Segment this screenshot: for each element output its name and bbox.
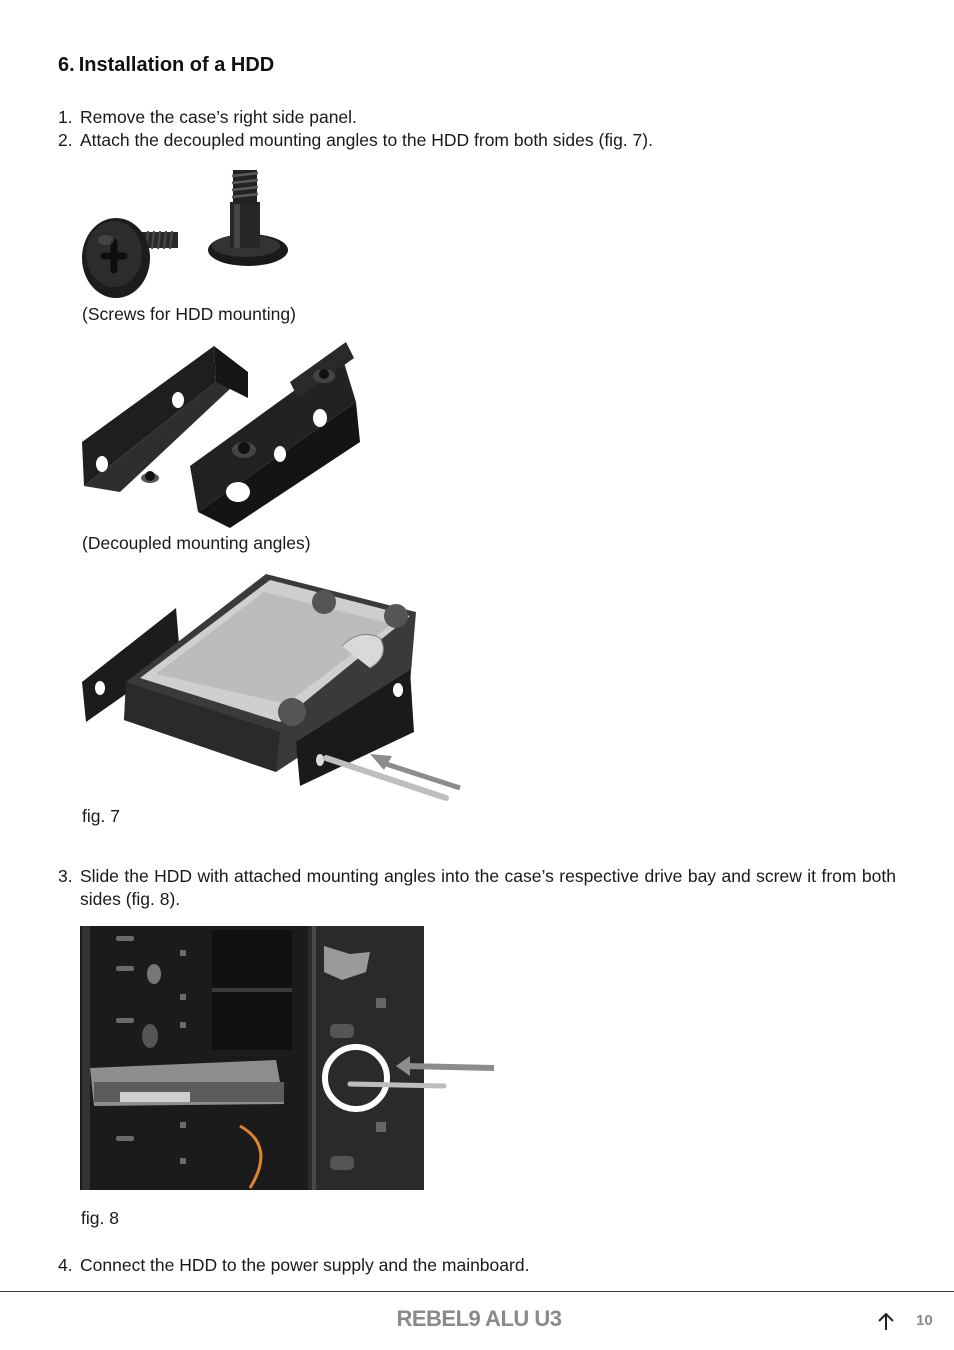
caption-fig8: fig. 8 <box>81 1208 119 1228</box>
fig8-photo <box>80 926 500 1190</box>
caption-mounting-angles: (Decoupled mounting angles) <box>82 533 311 553</box>
arrow-up-icon[interactable] <box>874 1310 898 1332</box>
fig7-photo <box>80 572 466 804</box>
arrow-pointer-icon <box>370 754 460 788</box>
step-text: Connect the HDD to the power supply and the mainboard. <box>80 1255 530 1275</box>
step-text: Attach the decoupled mounting angles to the HDD from both sides (fig. 7). <box>80 130 653 150</box>
caption-fig7: fig. 7 <box>82 806 120 826</box>
footer-page-number: 10 <box>916 1312 933 1329</box>
footer-product-name: REBEL9 ALU U3 <box>396 1306 562 1331</box>
shoulder-screw-image <box>208 170 288 266</box>
step-number: 2. <box>58 130 73 150</box>
step-number: 4. <box>58 1255 73 1275</box>
step-number: 3. <box>58 866 73 886</box>
section-heading <box>58 54 274 77</box>
section-title: Installation of a HDD <box>78 54 275 76</box>
footer-divider <box>0 1291 954 1292</box>
caption-screws: (Screws for HDD mounting) <box>82 304 296 324</box>
step-text: Remove the case’s right side panel. <box>80 107 357 127</box>
section-number: 6. <box>58 54 75 76</box>
screws-photo <box>80 166 288 300</box>
step-number: 1. <box>58 107 73 127</box>
countersunk-screw-image <box>82 218 178 298</box>
step-text: Slide the HDD with attached mounting angles into the case’s respective drive bay and screw it from both sides (fig. 8). <box>80 866 896 909</box>
mounting-angles-photo <box>80 342 362 528</box>
